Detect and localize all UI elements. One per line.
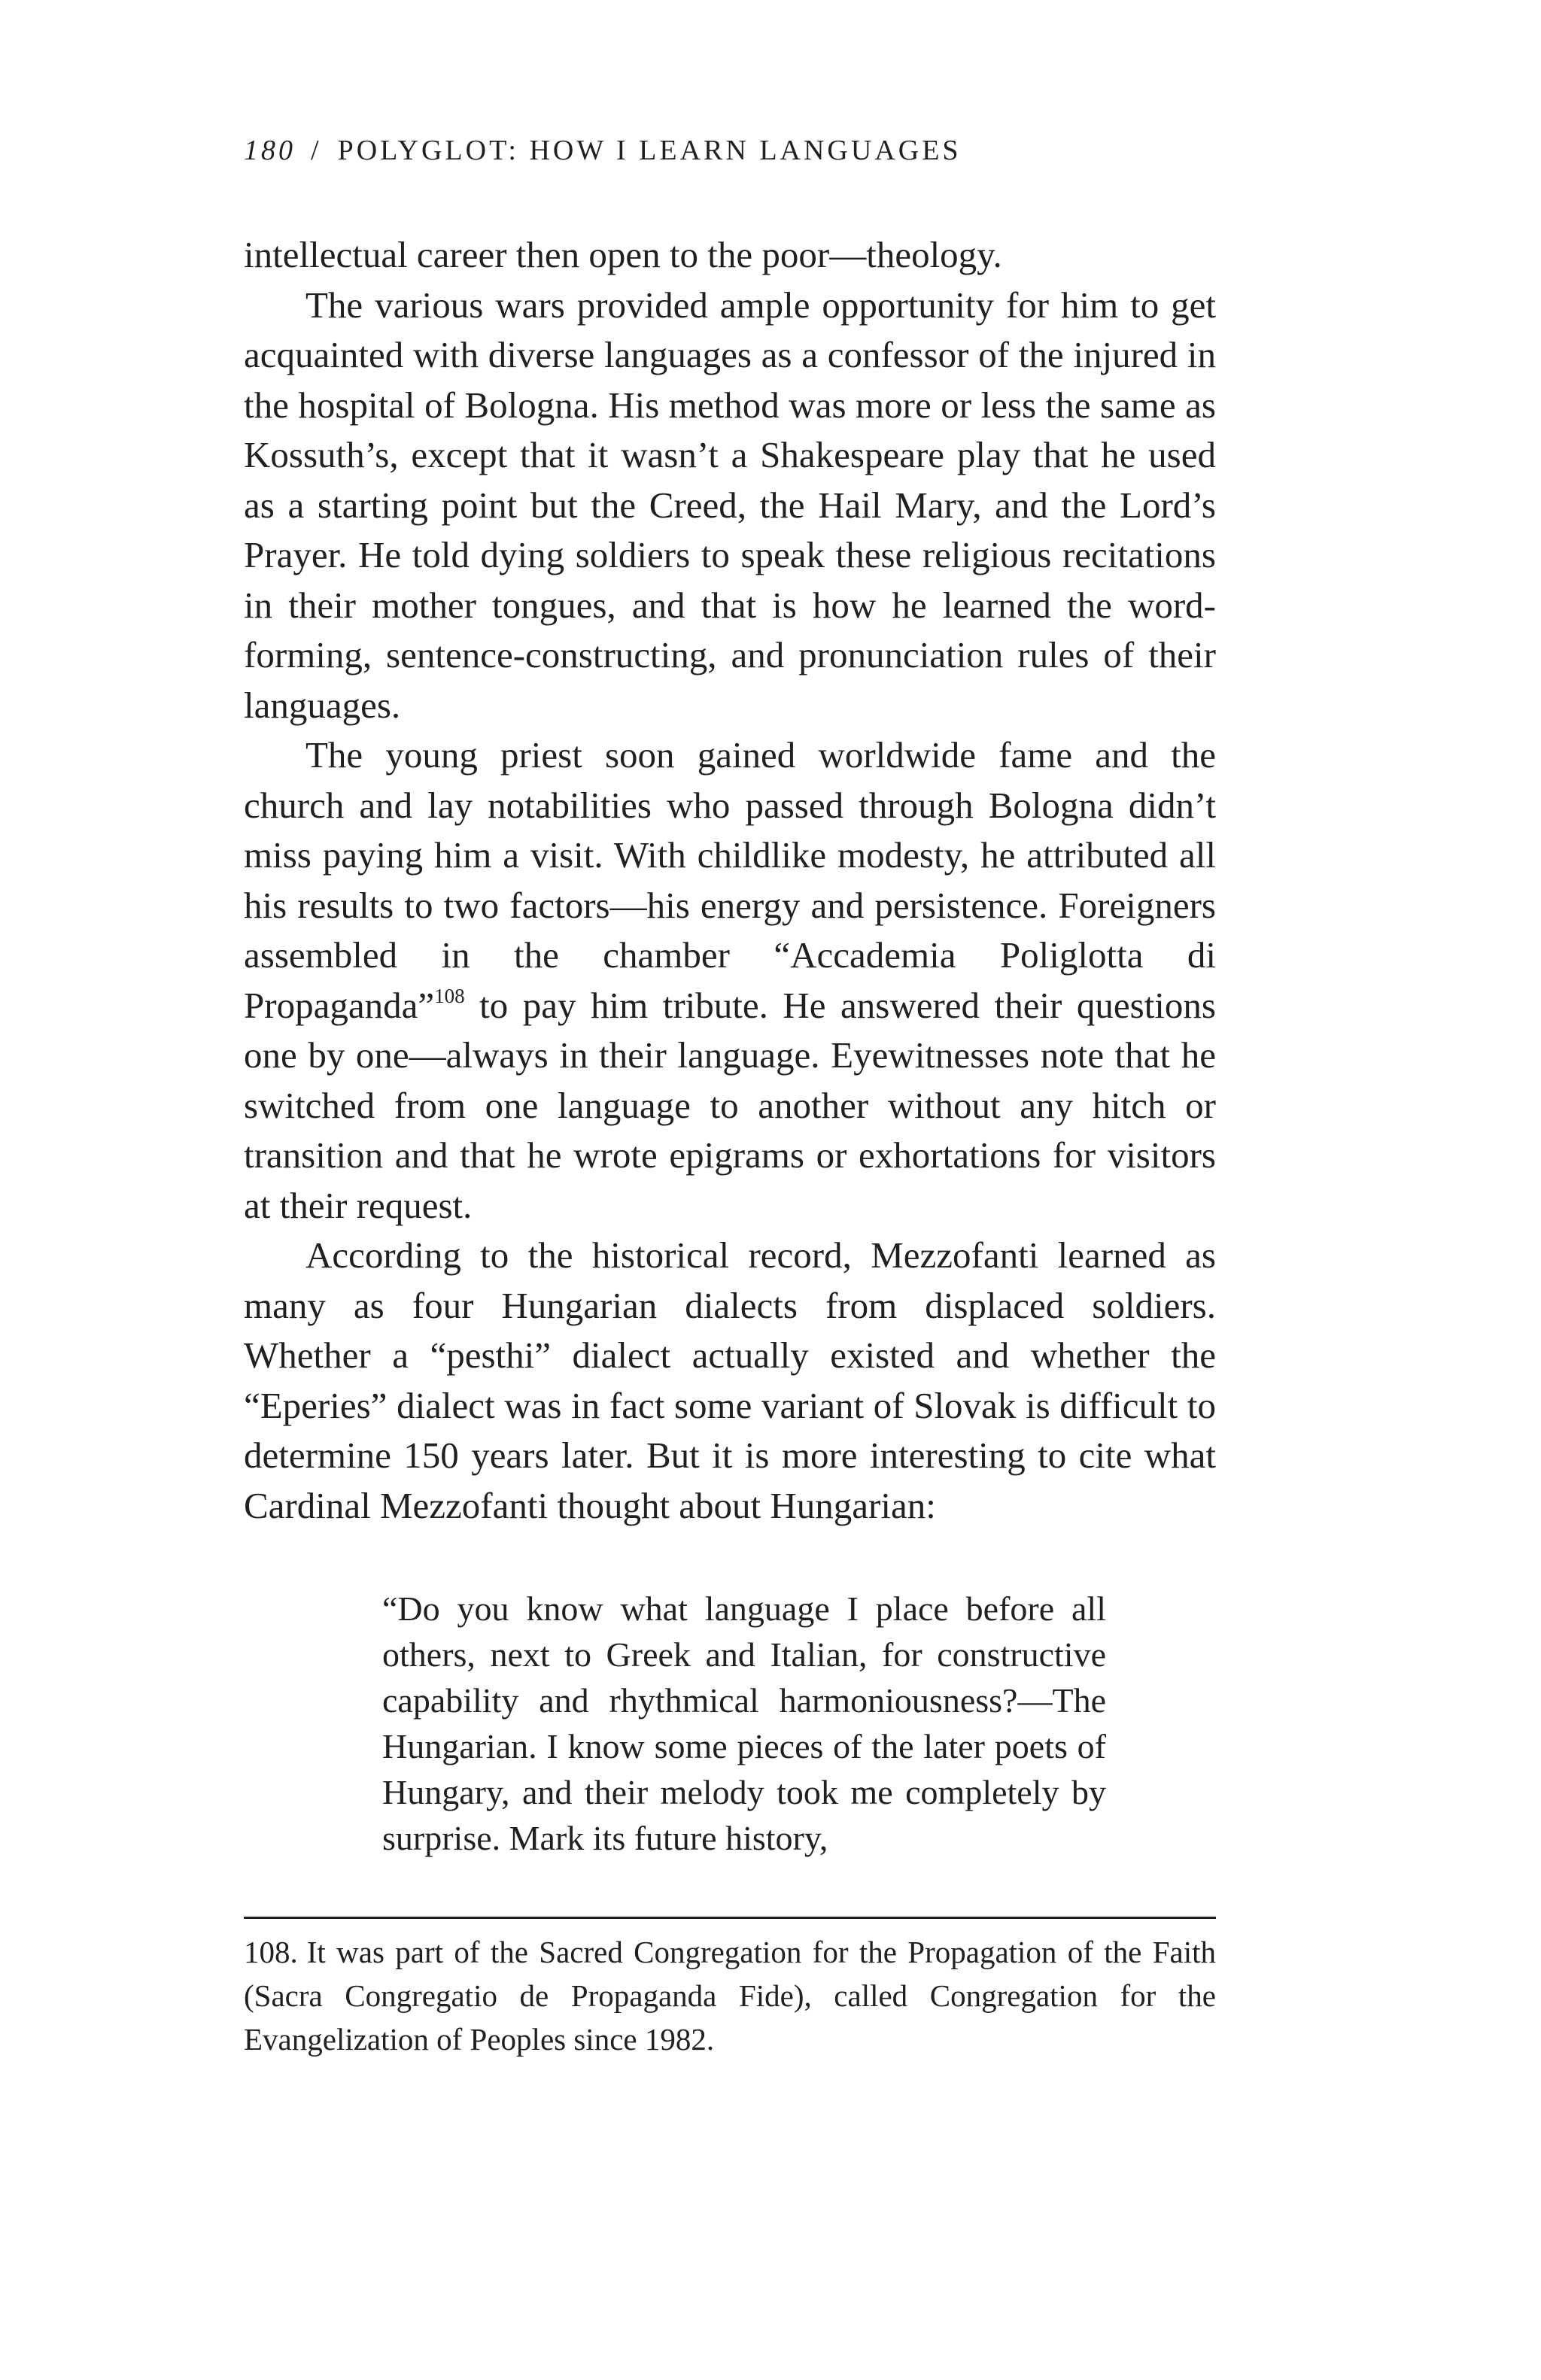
footnote-reference[interactable]: 108	[434, 984, 465, 1007]
book-title: POLYGLOT: HOW I LEARN LANGUAGES	[337, 135, 962, 166]
paragraph-continued: intellectual career then open to the poor—theology.	[244, 234, 1002, 275]
page-number: 180	[244, 135, 296, 166]
quote-text: “Do you know what language I place before all others, next to Greek and Italian, for constructive capability and rhythmical harmoniousness?—The Hungarian. I know some pieces of the later poets of Hungary, and their melody took me completely by surprise. Mark its future history,	[382, 1589, 1106, 1857]
block-quote	[382, 1586, 1106, 1861]
paragraph: According to the historical record, Mezzofanti learned as many as four Hungarian dialects from displaced soldiers. Whether a “pesthi” dialect actually existed and whether the “Eperies” dialect was in fact some variant of Slovak is difficult to determine 150 years later. But it is more interesting to cite what Cardinal Mezzofanti thought about Hungarian:	[244, 1234, 1216, 1526]
footnote	[244, 1930, 1216, 2061]
running-head-separator: /	[311, 135, 321, 166]
paragraph-text: The young priest soon gained worldwide fame and the church and lay notabilities who passed through Bologna didn’t miss paying him a visit. With childlike modesty, he attributed all his results to two factors—his energy and persistence. Foreigners assembled in the chamber “Accademia Poliglotta di Propaganda”	[244, 734, 1216, 1026]
footnote-divider	[244, 1917, 1216, 1919]
paragraph: The various wars provided ample opportunity for him to get acquainted with diverse languages as a confessor of the injured in the hospital of Bologna. His method was more or less the same as Kossuth’s, except that it wasn’t a Shakespeare play that he used as a starting point but the Creed, the Hail Mary, and the Lord’s Prayer. He told dying soldiers to speak these religious recitations in their mother tongues, and that is how he learned the word-forming, sentence-constructing, and pronunciation rules of their languages.	[244, 284, 1216, 726]
footnote-text: It was part of the Sacred Congregation for the Propagation of the Faith (Sacra Congregatio de Propaganda Fide), called Congregation for the Evangelization of Peoples since 1982.	[244, 1935, 1216, 2057]
paragraph	[244, 730, 1216, 1231]
body-text	[244, 230, 1216, 1531]
running-head	[244, 134, 962, 167]
footnote-number: 108.	[244, 1935, 298, 1969]
paragraph-text: to pay him tribute. He answered their questions one by one—always in their language. Eyewitnesses note that he switched from one language to another without any hitch or transition and that he wrote epigrams or exhortations for visitors at their request.	[244, 984, 1216, 1226]
